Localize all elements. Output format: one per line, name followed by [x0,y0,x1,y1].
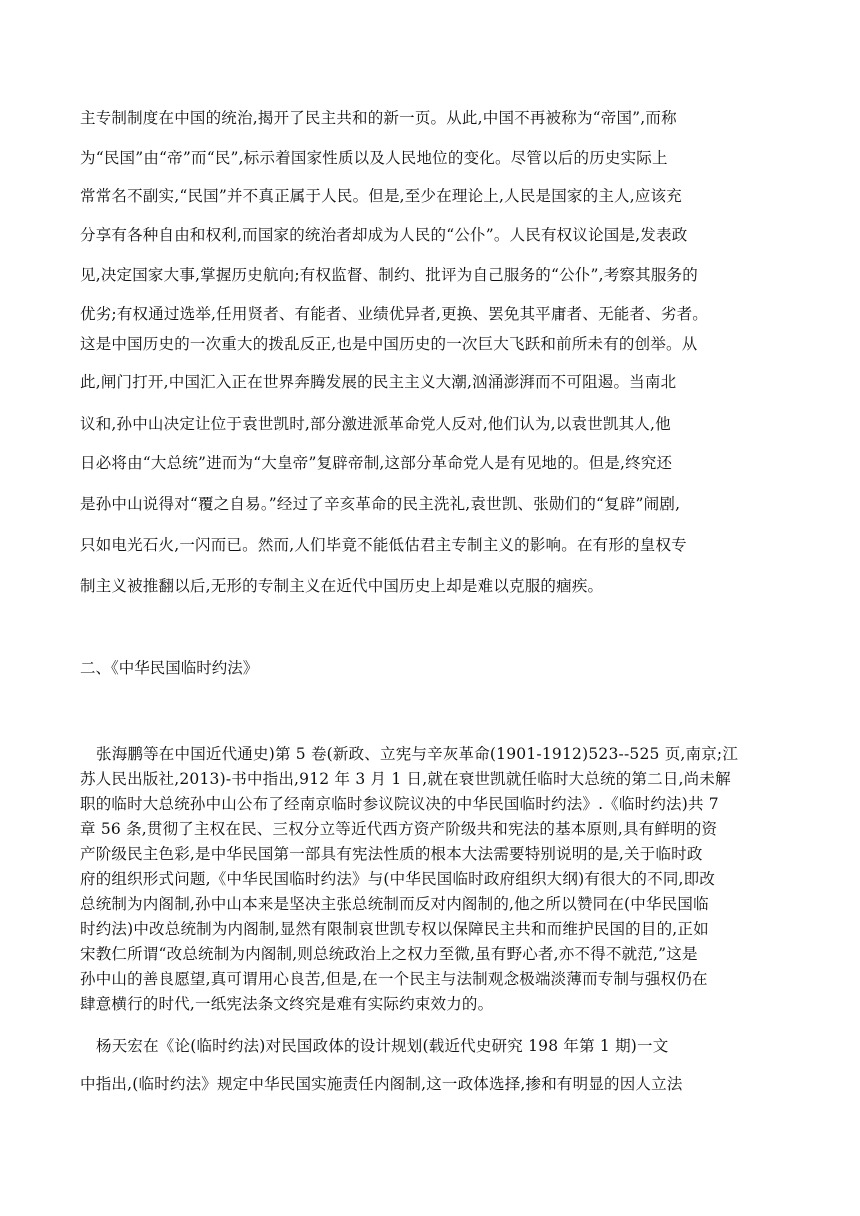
text-line: 肆意横行的时代,一纸宪法条文终究是难有实际约束效力的。 [80,995,494,1013]
text-line: 日必将由“大总统”进而为“大皇帝”复辟帝制,这部分革命党人是有见地的。但是,终究还 [80,454,673,472]
text-line: 张海鹏等在中国近代通史)第 5 卷(新政、立宪与辛灰革命(1901-1912)523--525 页,南京;江 [96,745,739,763]
text-line: 章 56 条,贯彻了主权在民、三权分立等近代西方资产阶级共和宪法的基本原则,具有鲜明的资 [80,820,718,838]
text-line: 只如电光石火,一闪而已。然而,人们毕竟不能低估君主专制主义的影响。在有形的皇权专 [80,536,687,554]
text-line: 议和,孙中山决定让位于袁世凯时,部分激进派革命党人反对,他们认为,以袁世凯其人,他 [80,415,671,433]
text-line: 常常名不副实,“民国”并不真正属于人民。但是,至少在理论上,人民是国家的主人,应该充 [80,187,682,205]
text-line: 此,闸门打开,中国汇入正在世界奔腾发展的民主主义大潮,汹涌澎湃而不可阻遏。当南北 [80,373,677,391]
text-line: 宋教仁所谓“改总统制为内阁制,则总统政治上之权力至微,虽有野心者,亦不得不就范,”这是 [80,945,698,963]
text-line: 分享有各种自由和权利,而国家的统治者却成为人民的“公仆”。人民有权议论国是,发表政 [80,226,688,244]
text-line: 是孙中山说得对“覆之自易。”经过了辛亥革命的民主洗礼,袁世凯、张勋们的“复辟”闹剧, [80,495,681,513]
text-line: 主专制制度在中国的统治,揭开了民主共和的新一页。从此,中国不再被称为“帝国”,而称 [80,109,677,127]
text-line: 杨天宏在《论(临时约法)对民国政体的设计规划(载近代史研究 198 年第 1 期)一文 [96,1037,669,1055]
text-line: 见,决定国家大事,掌握历史航向;有权监督、制约、批评为自己服务的“公仆”,考察其服务的 [80,266,698,284]
text-line: 府的组织形式问题,《中华民国临时约法》与(中华民国临时政府组织大纲)有很大的不同,即改 [80,870,716,888]
text-line: 产阶级民主色彩,是中华民国第一部具有宪法性质的根本大法需要特别说明的是,关于临时政 [80,845,703,863]
text-line: 中指出,(临时约法》规定中华民国实施责任内阁制,这一政体选择,掺和有明显的因人立法 [80,1075,683,1093]
text-line: 优劣;有权通过选举,任用贤者、有能者、业绩优异者,更换、罢免其平庸者、无能者、劣者。 [80,305,708,323]
text-line: 这是中国历史的一次重大的拨乱反正,也是中国历史的一次巨大飞跃和前所未有的创举。从 [80,335,698,353]
text-line: 总统制为内阁制,孙中山本来是坚决主张总统制而反对内阁制的,他之所以赞同在(中华民国临 [80,895,709,913]
text-line: 为“民国”由“帝”而“民”,标示着国家性质以及人民地位的变化。尽管以后的历史实际上 [80,149,668,167]
text-line: 孙中山的善良愿望,真可谓用心良苦,但是,在一个民主与法制观念极端淡薄而专制与强权仍在 [80,970,708,988]
text-line: 时约法)中改总统制为内阁制,显然有限制哀世凯专权以保障民主共和而维护民国的目的,正如 [80,920,709,938]
section-heading: 二、《中华民国临时约法》 [80,659,259,677]
text-line: 职的临时大总统孙中山公布了经南京临时参议院议决的中华民国临时约法》.《临时约法)共 7 [80,795,719,813]
text-line: 制主义被推翻以后,无形的专制主义在近代中国历史上却是难以克服的痼疾。 [80,577,604,595]
text-line: 苏人民出版社,2013)-书中指出,912 年 3 月 1 日,就在衰世凯就任临时大总统的第二日,尚未解 [80,770,731,788]
